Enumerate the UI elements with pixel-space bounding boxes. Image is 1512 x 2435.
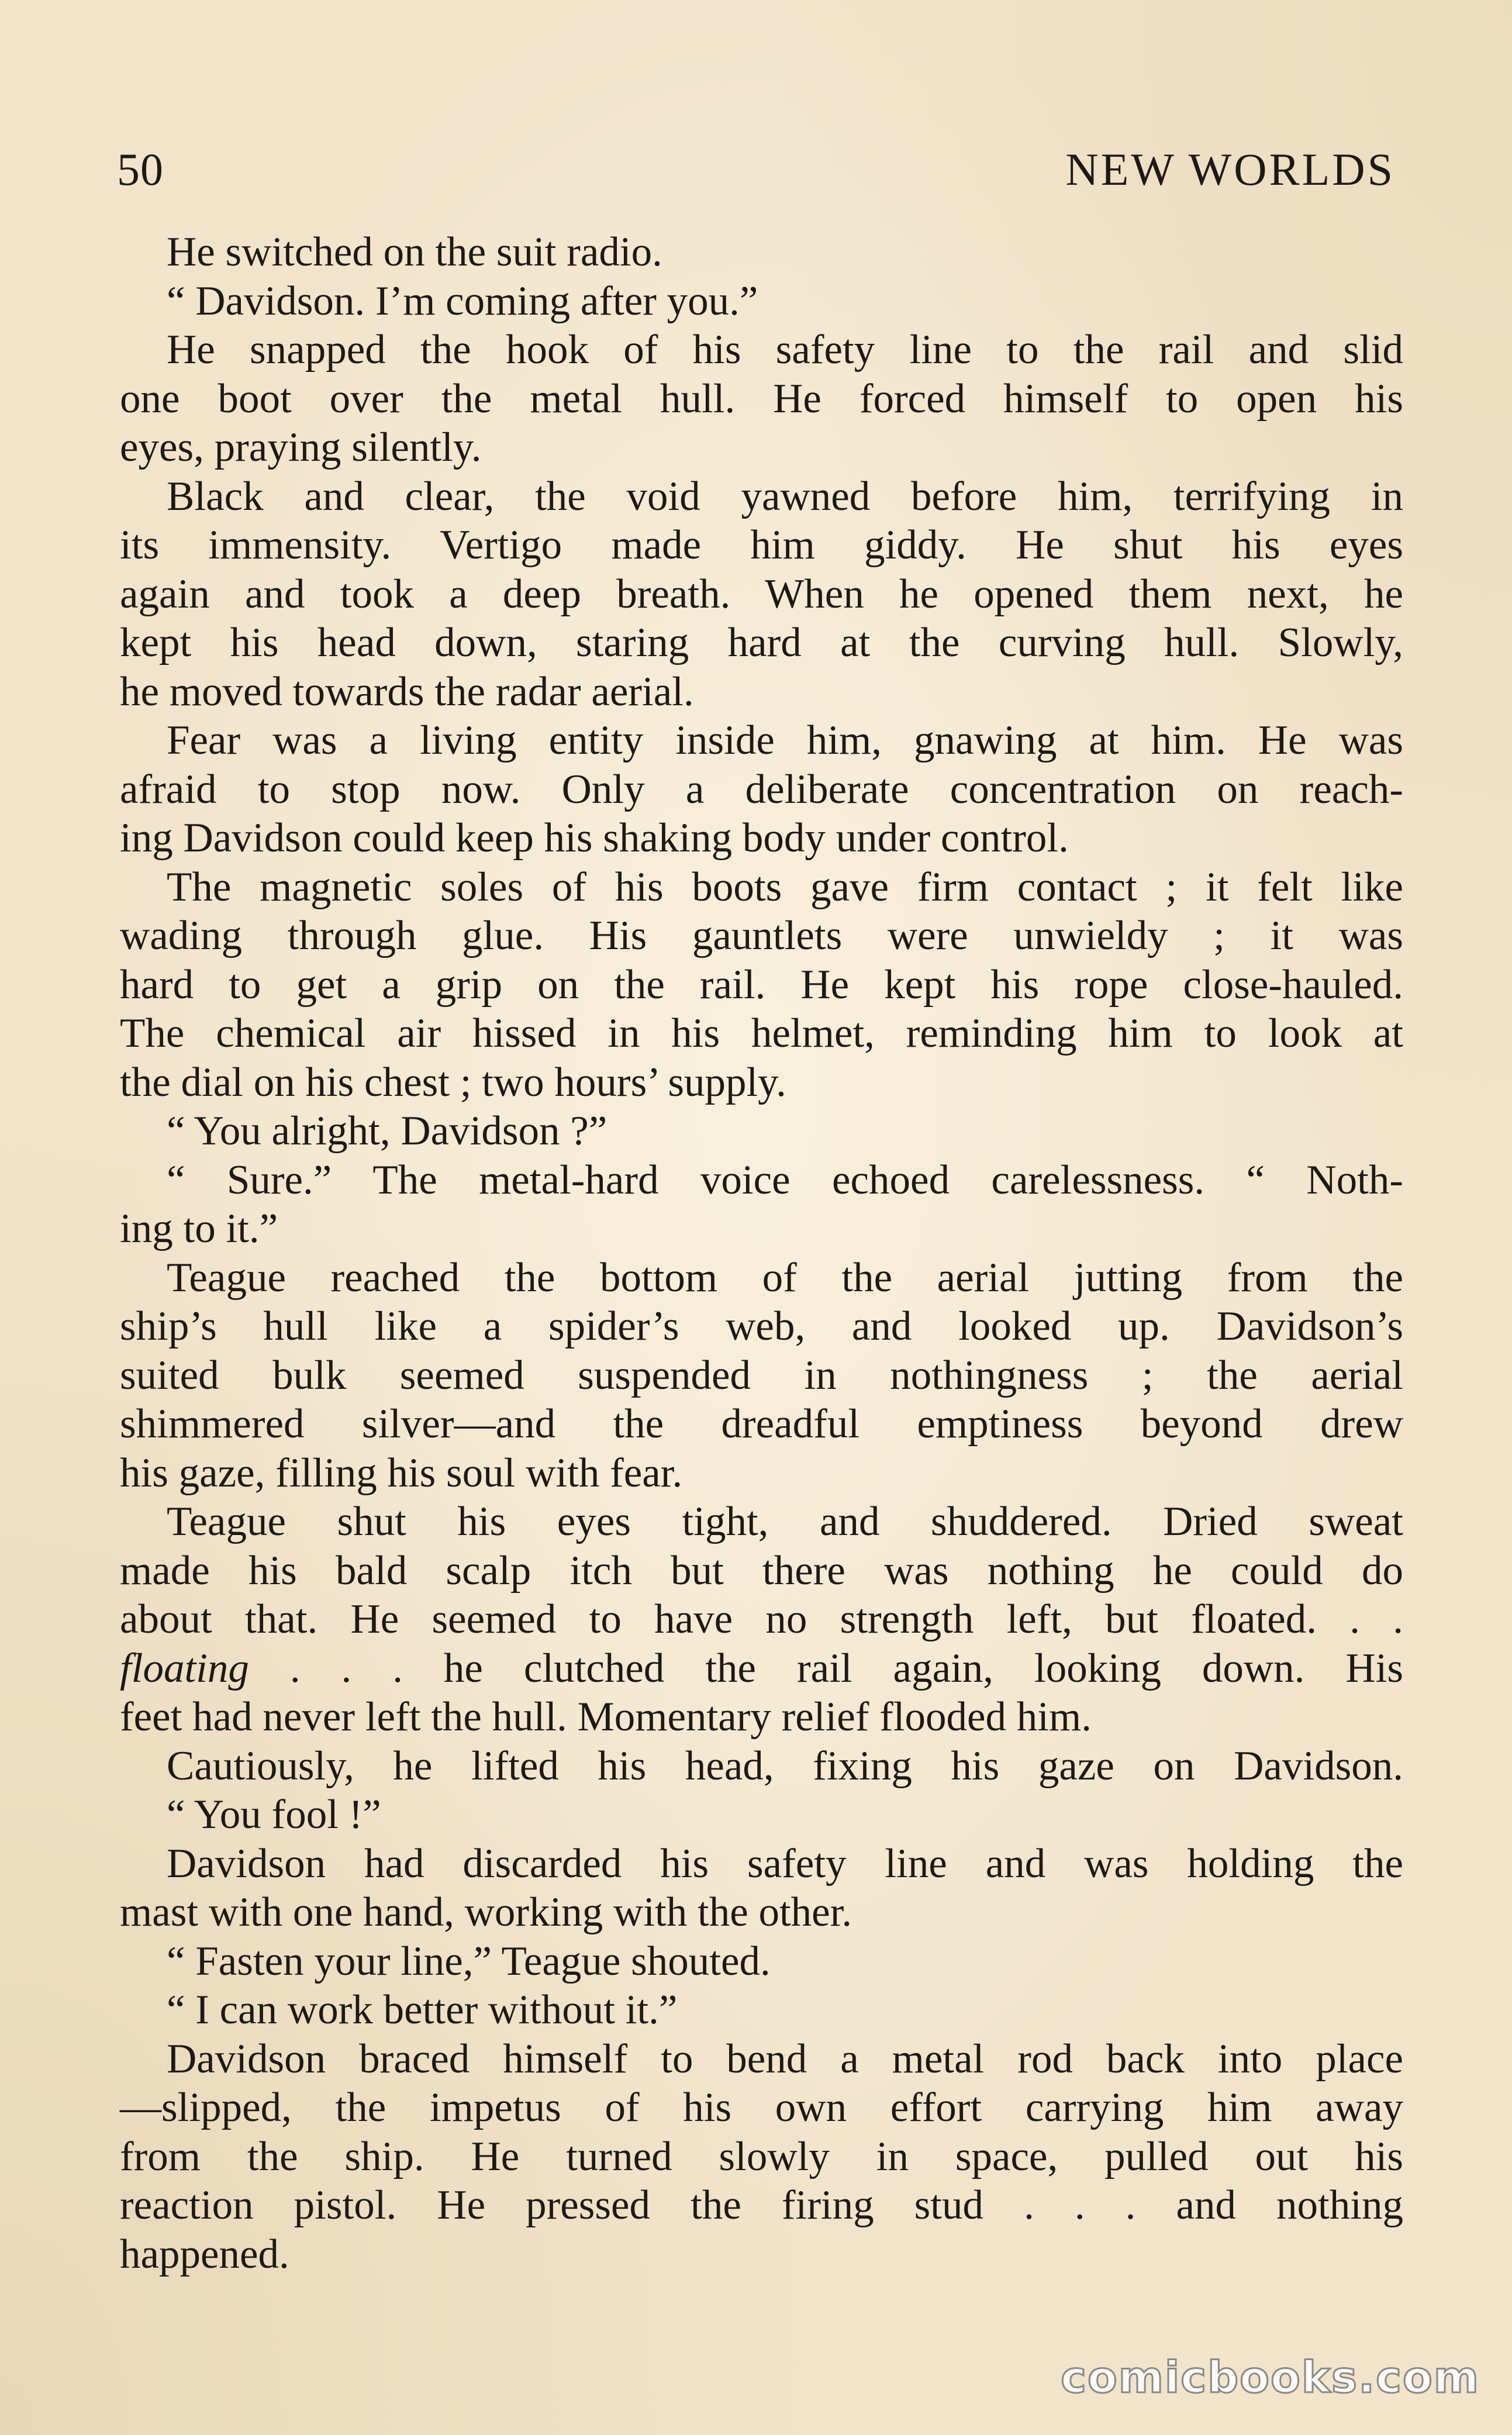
text-line: “ Sure.” The metal-hard voice echoed carelessness. “ Noth-	[167, 1157, 1403, 1203]
text-line: Teague reached the bottom of the aerial jutting from the	[167, 1254, 1403, 1301]
text-line: ing Davidson could keep his shaking body under control.	[120, 815, 1069, 861]
page-number: 50	[117, 144, 164, 195]
text-line: mast with one hand, working with the other.	[120, 1889, 852, 1935]
text-line: “ You alright, Davidson ?”	[167, 1108, 607, 1154]
text-line: Black and clear, the void yawned before him, terrifying in	[167, 473, 1403, 519]
text-line: again and took a deep breath. When he opened them next, he	[120, 571, 1403, 617]
text-line: Fear was a living entity inside him, gnawing at him. He was	[167, 718, 1403, 763]
text-line: afraid to stop now. Only a deliberate concentration on reach-	[120, 766, 1403, 812]
watermark-logo: comicbooks.com	[1061, 2353, 1480, 2403]
text-line: ing to it.”	[120, 1206, 278, 1251]
text-line: one boot over the metal hull. He forced himself to open his	[120, 375, 1403, 422]
text-line: feet had never left the hull. Momentary relief flooded him.	[120, 1694, 1092, 1740]
page-header	[117, 132, 1395, 196]
text-line: —slipped, the impetus of his own effort carrying him away	[120, 2085, 1403, 2130]
text-line: “ I can work better without it.”	[167, 1987, 678, 2033]
text-line	[120, 1644, 1403, 1694]
text-line: suited bulk seemed suspended in nothingness ; the aerial	[120, 1352, 1403, 1398]
text-line: made his bald scalp itch but there was nothing he could do	[120, 1547, 1403, 1594]
text-line: hard to get a grip on the rail. He kept his rope close-hauled.	[120, 961, 1403, 1008]
text-line: The chemical air hissed in his helmet, reminding him to look at	[120, 1010, 1403, 1056]
text-line: about that. He seemed to have no strength left, but floated. . .	[120, 1596, 1403, 1642]
text-line: happened.	[120, 2231, 289, 2277]
text-line: Teague shut his eyes tight, and shuddered. Dried sweat	[167, 1499, 1403, 1544]
line-text: . . . he clutched the rail again, looking down. His	[248, 1645, 1403, 1691]
italic-word: floating	[120, 1645, 249, 1691]
text-line: kept his head down, staring hard at the curving hull. Slowly,	[120, 620, 1403, 665]
text-line: ship’s hull like a spider’s web, and looked up. Davidson’s	[120, 1303, 1403, 1349]
text-line: shimmered silver—and the dreadful emptiness beyond drew	[120, 1401, 1403, 1447]
text-line: The magnetic soles of his boots gave firm contact ; it felt like	[167, 864, 1403, 910]
text-line: from the ship. He turned slowly in space, pulled out his	[120, 2133, 1403, 2179]
text-line: the dial on his chest ; two hours’ supply.	[120, 1059, 786, 1105]
running-title: NEW WORLDS	[1065, 144, 1395, 195]
text-line: “ You fool !”	[167, 1792, 381, 1837]
text-line: “ Fasten your line,” Teague shouted.	[167, 1938, 771, 1984]
text-line: wading through glue. His gauntlets were unwieldy ; it was	[120, 913, 1403, 958]
text-line: Cautiously, he lifted his head, fixing his gaze on Davidson.	[167, 1743, 1403, 1789]
text-line: its immensity. Vertigo made him giddy. He shut his eyes	[120, 522, 1403, 568]
text-line: He switched on the suit radio.	[167, 229, 662, 275]
text-line: reaction pistol. He pressed the firing stud . . . and nothing	[120, 2182, 1403, 2228]
text-line: “ Davidson. I’m coming after you.”	[167, 278, 758, 324]
text-line: eyes, praying silently.	[120, 425, 482, 470]
text-line: his gaze, filling his soul with fear.	[120, 1450, 683, 1496]
text-line: He snapped the hook of his safety line to the rail and slid	[167, 327, 1403, 373]
text-line: he moved towards the radar aerial.	[120, 668, 694, 715]
body-text	[120, 228, 1403, 2279]
text-line: Davidson had discarded his safety line and was holding the	[167, 1840, 1403, 1886]
text-line: Davidson braced himself to bend a metal rod back into place	[167, 2036, 1403, 2082]
